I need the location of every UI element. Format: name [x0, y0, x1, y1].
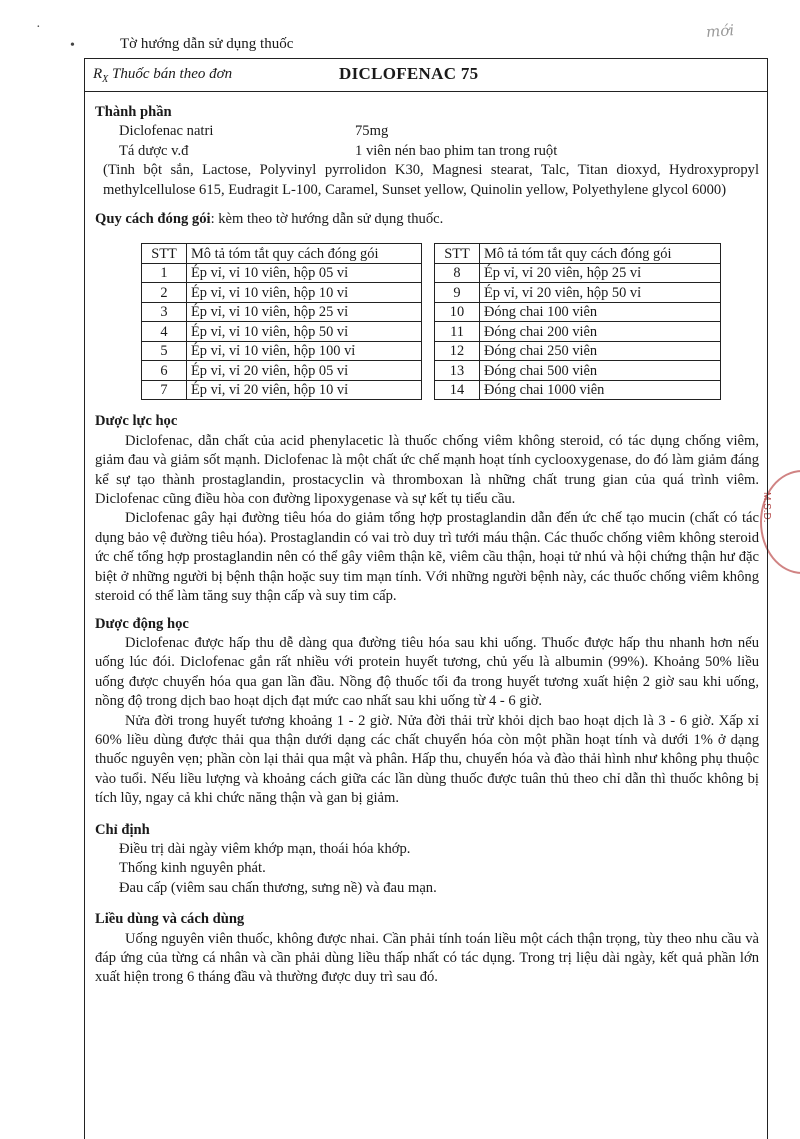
document-top-title: Tờ hướng dẫn sử dụng thuốc [120, 36, 294, 52]
paragraph: Diclofenac, dẫn chất của acid phenylacetic là thuốc chống viêm không steroid, có tác dụng chống viêm, giảm đau và giảm sốt mạnh. Diclofenac là một chất ức chế mạnh hoạt tính cyclooxygenase, do đó làm giảm đáng kể sự tạo thành prostaglandin, prostacyclin và thromboxan là những chất trung gian của quá trình viêm. Diclofenac cũng điều hòa con đường lipoxygenase và sự kết tụ tiểu cầu. [95, 432, 759, 508]
table-row: 10 Đóng chai 100 viên [435, 302, 721, 322]
list-item: Điều trị dài ngày viêm khớp mạn, thoái hóa khớp. [119, 840, 411, 857]
scan-mark: · [36, 20, 41, 35]
table-row: 13 Đóng chai 500 viên [435, 361, 721, 381]
table-row: 12 Đóng chai 250 viên [435, 341, 721, 361]
paragraph: Nửa đời trong huyết tương khoảng 1 - 2 giờ. Nửa đời thải trừ khỏi dịch bao hoạt dịch là 3 - 6 giờ. Xấp xỉ 60% liều dùng được thải qua thận dưới dạng các chất chuyển hóa còn một phần hoạt tính và dưới 1% ở dạng thuốc nguyên vẹn; phần còn lại thải qua mật và phân. Hấp thu, chuyển hóa và đào thải hình như không phụ thuộc vào tuổi. Nếu liều lượng và khoảng cách giữa các lần dùng thuốc được tuân thủ theo chỉ dẫn thì thuốc không bị tích lũy, ngay cả khi chức năng thận và gan bị giảm. [95, 712, 759, 807]
table-row: 2 Ép vỉ, vỉ 10 viên, hộp 10 vỉ [142, 283, 422, 303]
packaging-table-left: STT Mô tả tóm tắt quy cách đóng gói 1 Ép vỉ, vỉ 10 viên, hộp 05 vỉ 2 Ép vỉ, vỉ 10 viên, hộp 10 vỉ 3 Ép vỉ, vỉ 10 viên, hộp 25 vỉ 4 Ép vỉ, vỉ 10 viên, hộp 50 vỉ 5 Ép vỉ, vỉ 10 viên, hộp 100 vỉ 6 Ép vỉ, vỉ 20 viên, hộp 05 vỉ 7 Ép vỉ, vỉ 20 viên, hộp 10 vỉ [141, 243, 422, 400]
table-row: 4 Ép vỉ, vỉ 10 viên, hộp 50 vỉ [142, 322, 422, 342]
section-heading-composition: Thành phần [95, 104, 172, 120]
excipients-list: (Tinh bột sắn, Lactose, Polyvinyl pyrrolidon K30, Magnesi stearat, Talc, Titan dioxyd, Hydroxypropyl methylcellulose 615, Eudragit L-100, Caramel, Sunset yellow, Quinolin yellow, Polyethylene glycol 6000) [103, 162, 759, 198]
list-item: Thống kinh nguyên phát. [119, 860, 266, 877]
table-row: 9 Ép vỉ, vỉ 20 viên, hộp 50 vỉ [435, 283, 721, 303]
handwritten-note: mới [705, 21, 735, 41]
packaging-tables [141, 243, 721, 400]
composition-row: Tá dược v.đ 1 viên nén bao phim tan trong ruột [119, 142, 558, 159]
section-heading-pharmacodynamics: Dược lực học [95, 413, 178, 430]
packaging-line: Quy cách đóng gói: kèm theo tờ hướng dẫn sử dụng thuốc. [95, 211, 444, 228]
table-row: 6 Ép vỉ, vỉ 20 viên, hộp 05 vỉ [142, 361, 422, 381]
table-row: 11 Đóng chai 200 viên [435, 322, 721, 342]
list-item: Đau cấp (viêm sau chấn thương, sưng nề) và đau mạn. [119, 879, 437, 896]
table-row: 8 Ép vỉ, vỉ 20 viên, hộp 25 vỉ [435, 263, 721, 283]
drug-name: DICLOFENAC 75 [339, 64, 479, 83]
table-row: 14 Đóng chai 1000 viên [435, 380, 721, 400]
packaging-table-right: STT Mô tả tóm tắt quy cách đóng gói 8 Ép vỉ, vỉ 20 viên, hộp 25 vỉ 9 Ép vỉ, vỉ 20 viên, hộp 50 vỉ 10 Đóng chai 100 viên 11 Đóng chai 200 viên 12 Đóng chai 250 viên 13 Đóng chai 500 viên 14 Đóng chai 1000 viên [434, 243, 721, 400]
leaflet-header [85, 59, 767, 92]
paragraph: Diclofenac được hấp thu dễ dàng qua đường tiêu hóa sau khi uống. Thuốc được hấp thu nhanh hơn nếu uống lúc đói. Diclofenac gắn rất nhiều với protein huyết tương, chủ yếu là albumin (99%). Khoảng 50% liều uống được chuyển hóa qua gan lần đầu. Nồng độ thuốc tối đa trong huyết tương xuất hiện 2 giờ sau khi uống, nồng độ trong dịch bao hoạt dịch đạt mức cao nhất sau khi uống từ 4 - 6 giờ. [95, 634, 759, 710]
section-heading-indications: Chỉ định [95, 821, 150, 838]
section-heading-pharmacokinetics: Dược động học [95, 615, 189, 632]
leaflet-frame [84, 58, 768, 1139]
stamp-text: M.S.D. [761, 492, 772, 523]
composition-row: Diclofenac natri 75mg [119, 123, 389, 140]
leaflet-content [95, 103, 759, 988]
table-row: 1 Ép vỉ, vỉ 10 viên, hộp 05 vỉ [142, 263, 422, 283]
paragraph: Uống nguyên viên thuốc, không được nhai. Cần phải tính toán liều một cách thận trọng, tùy theo nhu cầu và đáp ứng của từng cá nhân và cần phải dùng liều thấp nhất có tác dụng. Trong trị liệu dài ngày, kết quả phần lớn xuất hiện trong 6 tháng đầu và thường được duy trì sau đó. [95, 930, 759, 986]
prescription-label: $R_X$ Thuốc bán theo đơn [93, 66, 233, 85]
table-row: 3 Ép vỉ, vỉ 10 viên, hộp 25 vỉ [142, 302, 422, 322]
table-row: 5 Ép vỉ, vỉ 10 viên, hộp 100 vỉ [142, 341, 422, 361]
section-heading-dosage: Liều dùng và cách dùng [95, 911, 245, 928]
scan-mark: • [70, 38, 75, 53]
table-row: 7 Ép vỉ, vỉ 20 viên, hộp 10 vỉ [142, 380, 422, 400]
paragraph: Diclofenac gây hại đường tiêu hóa do giảm tổng hợp prostaglandin dẫn đến ức chế tạo mucin (chất có tác dụng bảo vệ đường tiêu hóa). Prostaglandin có vai trò duy trì tưới máu thận. Các thuốc chống viêm không steroid ức chế tổng hợp prostaglandin nên có thể gây viêm thận kẽ, viêm cầu thận, hoại tử nhú và hội chứng thận hư đặc biệt ở những người bị bệnh thận hoặc suy tim mạn tính. Với những người bệnh này, các thuốc chống viêm không steroid có thể làm tăng suy thận cấp và suy tim cấp. [95, 510, 759, 605]
